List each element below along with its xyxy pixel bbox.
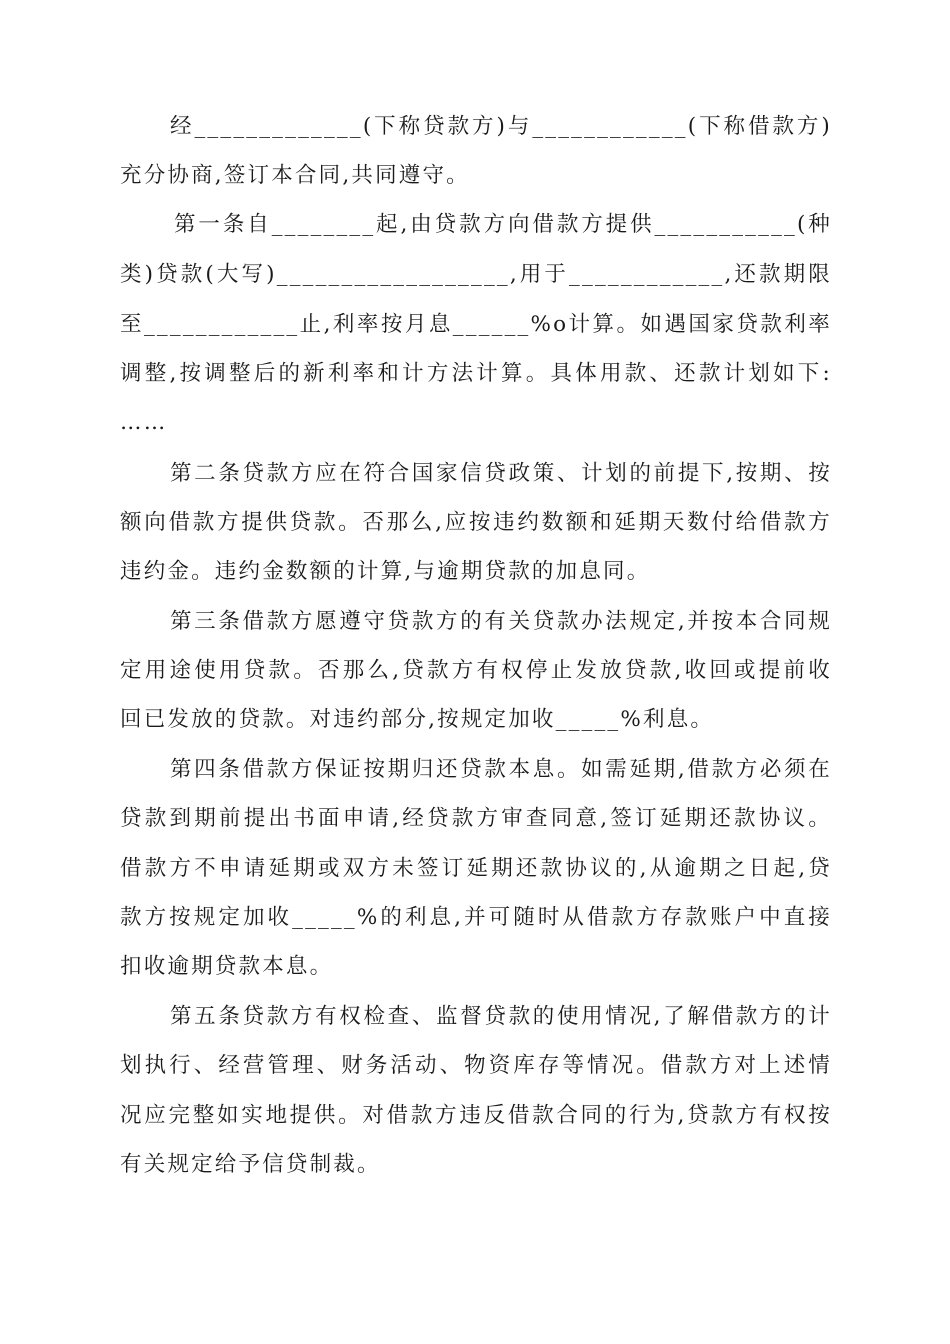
text-line: 扣收逾期贷款本息。: [120, 954, 334, 979]
text-line: 有关规定给予信贷制裁。: [120, 1152, 381, 1177]
text-line: 第一条自________起,由贷款方向借款方提供___________(种: [174, 212, 832, 237]
text-line: 类)贷款(大写)__________________,用于____________,还款期限: [120, 262, 832, 287]
text-line: 回已发放的贷款。对违约部分,按规定加收_____%利息。: [120, 707, 715, 732]
text-line: 至____________止,利率按月息______%o计算。如遇国家贷款利率: [120, 312, 832, 337]
text-line: 定用途使用贷款。否那么,贷款方有权停止发放贷款,收回或提前收: [120, 658, 832, 683]
text-line: ……: [120, 410, 168, 435]
text-line: 充分协商,签订本合同,共同遵守。: [120, 163, 470, 188]
text-line: 况应完整如实地提供。对借款方违反借款合同的行为,贷款方有权按: [120, 1103, 832, 1128]
text-line: 经_____________(下称贷款方)与____________(下称借款方): [170, 114, 832, 139]
text-line: 额向借款方提供贷款。否那么,应按违约数额和延期天数付给借款方: [120, 510, 832, 535]
text-line: 调整,按调整后的新利率和计方法计算。具体用款、还款计划如下:: [120, 361, 832, 386]
text-line: 第三条借款方愿遵守贷款方的有关贷款办法规定,并按本合同规: [170, 609, 832, 634]
text-line: 第五条贷款方有权检查、监督贷款的使用情况,了解借款方的计: [170, 1004, 832, 1029]
text-line: 第四条借款方保证按期归还贷款本息。如需延期,借款方必须在: [170, 757, 832, 782]
text-line: 贷款到期前提出书面申请,经贷款方审查同意,签订延期还款协议。: [120, 806, 832, 831]
text-line: 违约金。违约金数额的计算,与逾期贷款的加息同。: [120, 559, 651, 584]
text-line: 第二条贷款方应在符合国家信贷政策、计划的前提下,按期、按: [170, 461, 832, 486]
text-line: 划执行、经营管理、财务活动、物资库存等情况。借款方对上述情: [120, 1053, 832, 1078]
text-line: 款方按规定加收_____%的利息,并可随时从借款方存款账户中直接: [120, 905, 832, 930]
text-line: 借款方不申请延期或双方未签订延期还款协议的,从逾期之日起,贷: [120, 856, 832, 881]
